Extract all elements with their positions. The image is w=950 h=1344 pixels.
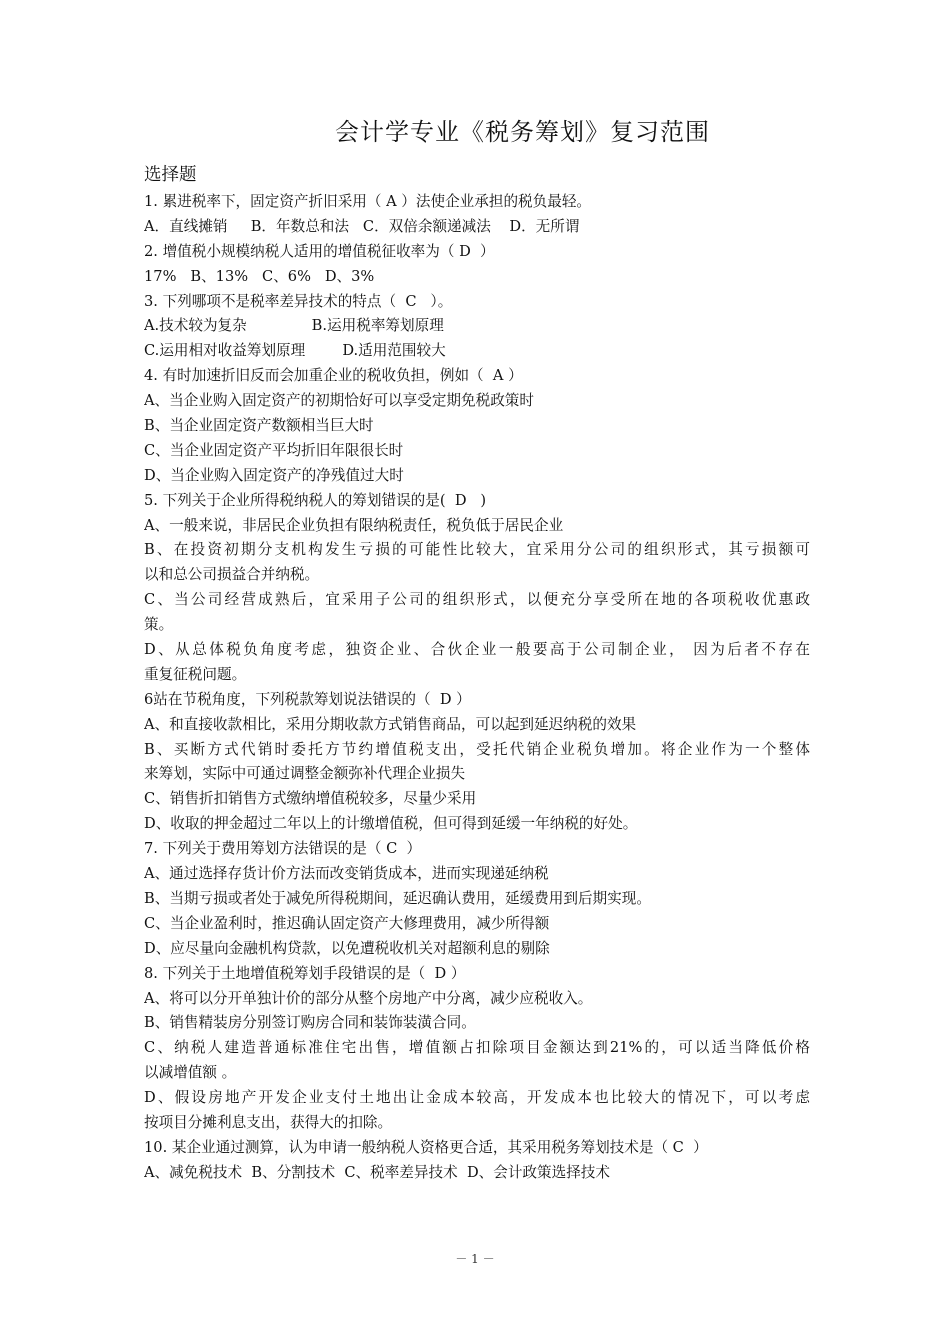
text-line: 17% B、13% C、6% D、3%: [144, 267, 375, 285]
text-line: D、从总体税负角度考虑，独资企业、合伙企业一般要高于公司制企业， 因为后者不存在: [144, 641, 810, 659]
text-line: 重复征税问题。: [144, 665, 247, 683]
text-line: 按项目分摊利息支出，获得大的扣除。: [144, 1113, 393, 1131]
text-line: C、当企业固定资产平均折旧年限很长时: [144, 441, 404, 459]
text-line: D、假设房地产开发企业支付土地出让金成本较高，开发成本也比较大的情况下，可以考虑: [144, 1089, 810, 1107]
text-line: 1. 累进税率下，固定资产折旧采用（ A ）法使企业承担的税负最轻。: [144, 193, 592, 210]
text-line: B、当期亏损或者处于减免所得税期间，延迟确认费用，延缓费用到后期实现。: [144, 889, 651, 907]
text-line: A、减免税技术 B、分割技术 C、税率差异技术 D、会计政策选择技术: [144, 1163, 610, 1181]
text-line: 以减增值额 。: [144, 1064, 237, 1082]
text-line: B、在投资初期分支机构发生亏损的可能性比较大，宜采用分公司的组织形式，其亏损额可: [144, 541, 810, 559]
section-heading: 选择题: [144, 165, 197, 185]
text-line: C、纳税人建造普通标准住宅出售，增值额占扣除项目金额达到21%的，可以适当降低价格: [144, 1039, 810, 1057]
text-line: 10. 某企业通过测算，认为申请一般纳税人资格更合适，其采用税务筹划技术是（ C ）: [144, 1138, 708, 1156]
text-line: 2. 增值税小规模纳税人适用的增值税征收率为（ D ）: [144, 242, 495, 260]
text-line: A、和直接收款相比，采用分期收款方式销售商品，可以起到延迟纳税的效果: [144, 715, 637, 733]
text-line: B、销售精装房分别签订购房合同和装饰装潢合同。: [144, 1014, 476, 1032]
text-line: 5. 下列关于企业所得税纳税人的筹划错误的是( D ): [144, 491, 487, 509]
text-line: C.运用相对收益筹划原理 D.适用范围较大: [144, 342, 446, 360]
text-line: A、一般来说，非居民企业负担有限纳税责任，税负低于居民企业: [144, 516, 564, 534]
text-line: 8. 下列关于土地增值税筹划手段错误的是（ D ）: [144, 964, 466, 982]
text-line: 策。: [144, 616, 174, 634]
text-line: 以和总公司损益合并纳税。: [144, 566, 320, 584]
text-line: D、应尽量向金融机构贷款，以免遭税收机关对超额利息的剔除: [144, 939, 550, 957]
text-line: D、收取的押金超过二年以上的计缴增值税，但可得到延缓一年纳税的好处。: [144, 815, 638, 833]
text-line: A．直线摊销 B．年数总和法 C．双倍余额递减法 D．无所谓: [144, 217, 580, 235]
text-line: B、当企业固定资产数额相当巨大时: [144, 417, 374, 435]
page-number: － 1 －: [455, 1252, 495, 1266]
text-line: 6站在节税角度，下列税款筹划说法错误的（ D ）: [144, 690, 471, 708]
text-line: A、通过选择存货计价方法而改变销货成本，进而实现递延纳税: [144, 865, 549, 883]
text-line: C、销售折扣销售方式缴纳增值税较多，尽量少采用: [144, 790, 477, 808]
question-list: [144, 190, 810, 1186]
text-line: A、将可以分开单独计价的部分从整个房地产中分离，减少应税收入。: [144, 989, 593, 1007]
text-line: A、当企业购入固定资产的初期恰好可以享受定期免税政策时: [144, 392, 534, 410]
text-line: C、当公司经营成熟后，宜采用子公司的组织形式，以便充分享受所在地的各项税收优惠政: [144, 591, 810, 609]
text-line: C、当企业盈利时，推迟确认固定资产大修理费用，减少所得额: [144, 914, 550, 932]
text-line: D、当企业购入固定资产的净残值过大时: [144, 466, 404, 484]
text-line: A.技术较为复杂 B.运用税率筹划原理: [144, 317, 444, 335]
text-line: B、买断方式代销时委托方节约增值税支出，受托代销企业税负增加。将企业作为一个整体: [144, 740, 810, 758]
text-line: 来筹划，实际中可通过调整金额弥补代理企业损失: [144, 765, 466, 783]
text-line: 3. 下列哪项不是税率差异技术的特点（ C ）。: [144, 292, 453, 310]
page-title: 会计学专业《税务筹划》复习范围: [335, 118, 710, 146]
text-line: 7. 下列关于费用筹划方法错误的是（ C ）: [144, 840, 422, 858]
text-line: 4. 有时加速折旧反而会加重企业的税收负担，例如（ A ）: [144, 367, 523, 385]
